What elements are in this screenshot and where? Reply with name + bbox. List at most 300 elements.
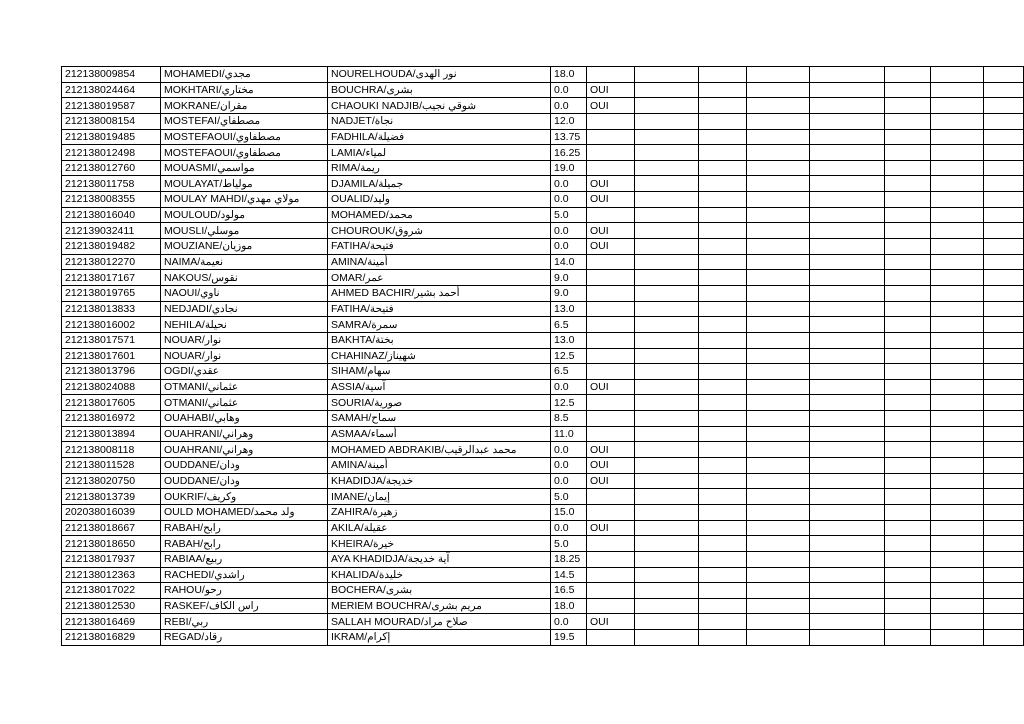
table-row: [62, 176, 1024, 192]
empty-cell: [699, 113, 747, 129]
empty-cell: [810, 82, 885, 98]
empty-cell: [635, 98, 699, 114]
empty-cell: [747, 207, 810, 223]
student-id-cell: 212138016972: [62, 411, 161, 427]
student-id-cell: 212138011528: [62, 458, 161, 474]
empty-cell: [931, 129, 984, 145]
first-name-cell: SOURIA/صورية: [328, 395, 551, 411]
empty-cell: [885, 207, 931, 223]
empty-cell: [747, 364, 810, 380]
empty-cell: [635, 113, 699, 129]
table-row: [62, 442, 1024, 458]
empty-cell: [885, 504, 931, 520]
empty-cell: [699, 395, 747, 411]
flag-cell: [587, 254, 635, 270]
grade-cell: 5.0: [551, 207, 587, 223]
student-id-cell: 212138012270: [62, 254, 161, 270]
flag-cell: OUI: [587, 614, 635, 630]
flag-cell: OUI: [587, 239, 635, 255]
flag-cell: OUI: [587, 520, 635, 536]
grades-table: [61, 66, 1024, 646]
empty-cell: [810, 317, 885, 333]
empty-cell: [747, 160, 810, 176]
empty-cell: [810, 332, 885, 348]
empty-cell: [931, 489, 984, 505]
empty-cell: [699, 98, 747, 114]
table-row: [62, 223, 1024, 239]
empty-cell: [747, 458, 810, 474]
empty-cell: [699, 67, 747, 83]
empty-cell: [699, 426, 747, 442]
empty-cell: [885, 239, 931, 255]
empty-cell: [984, 364, 1024, 380]
empty-cell: [810, 598, 885, 614]
last-name-cell: MOKHTARI/مختاري: [161, 82, 328, 98]
empty-cell: [747, 442, 810, 458]
table-row: [62, 567, 1024, 583]
flag-cell: OUI: [587, 442, 635, 458]
flag-cell: [587, 395, 635, 411]
first-name-cell: IMANE/إيمان: [328, 489, 551, 505]
empty-cell: [747, 379, 810, 395]
table-row: [62, 520, 1024, 536]
empty-cell: [885, 489, 931, 505]
empty-cell: [984, 504, 1024, 520]
grade-cell: 14.0: [551, 254, 587, 270]
empty-cell: [747, 223, 810, 239]
table-row: [62, 160, 1024, 176]
empty-cell: [810, 192, 885, 208]
grade-cell: 16.5: [551, 583, 587, 599]
empty-cell: [931, 145, 984, 161]
empty-cell: [885, 598, 931, 614]
empty-cell: [747, 176, 810, 192]
flag-cell: OUI: [587, 458, 635, 474]
empty-cell: [747, 583, 810, 599]
empty-cell: [747, 348, 810, 364]
empty-cell: [699, 536, 747, 552]
first-name-cell: MOHAMED/محمد: [328, 207, 551, 223]
empty-cell: [810, 614, 885, 630]
last-name-cell: REGAD/رقاد: [161, 630, 328, 646]
empty-cell: [984, 614, 1024, 630]
grade-cell: 11.0: [551, 426, 587, 442]
empty-cell: [747, 489, 810, 505]
empty-cell: [984, 598, 1024, 614]
grade-cell: 14.5: [551, 567, 587, 583]
empty-cell: [635, 614, 699, 630]
empty-cell: [747, 129, 810, 145]
empty-cell: [984, 458, 1024, 474]
empty-cell: [699, 458, 747, 474]
first-name-cell: AYA KHADIDJA/آية خديجة: [328, 551, 551, 567]
empty-cell: [699, 411, 747, 427]
empty-cell: [699, 583, 747, 599]
empty-cell: [635, 583, 699, 599]
empty-cell: [810, 536, 885, 552]
first-name-cell: ASSIA/آسية: [328, 379, 551, 395]
empty-cell: [931, 98, 984, 114]
student-id-cell: 212138020750: [62, 473, 161, 489]
empty-cell: [984, 473, 1024, 489]
empty-cell: [810, 458, 885, 474]
last-name-cell: RAHOU/رحو: [161, 583, 328, 599]
empty-cell: [885, 301, 931, 317]
table-row: [62, 98, 1024, 114]
grade-cell: 0.0: [551, 239, 587, 255]
empty-cell: [885, 270, 931, 286]
empty-cell: [931, 411, 984, 427]
student-id-cell: 212138013739: [62, 489, 161, 505]
empty-cell: [931, 630, 984, 646]
table-row: [62, 207, 1024, 223]
last-name-cell: NAIMA/نعيمة: [161, 254, 328, 270]
table-row: [62, 458, 1024, 474]
empty-cell: [984, 317, 1024, 333]
table-row: [62, 411, 1024, 427]
empty-cell: [984, 379, 1024, 395]
empty-cell: [635, 160, 699, 176]
student-id-cell: 212138019765: [62, 285, 161, 301]
empty-cell: [747, 98, 810, 114]
empty-cell: [810, 176, 885, 192]
first-name-cell: SAMAH/سماح: [328, 411, 551, 427]
empty-cell: [810, 270, 885, 286]
first-name-cell: OMAR/عمر: [328, 270, 551, 286]
flag-cell: [587, 489, 635, 505]
table-row: [62, 192, 1024, 208]
empty-cell: [885, 98, 931, 114]
flag-cell: [587, 411, 635, 427]
empty-cell: [699, 176, 747, 192]
empty-cell: [984, 551, 1024, 567]
empty-cell: [699, 442, 747, 458]
empty-cell: [931, 223, 984, 239]
first-name-cell: MERIEM BOUCHRA/مريم بشرى: [328, 598, 551, 614]
empty-cell: [931, 583, 984, 599]
last-name-cell: RASKEF/راس الكاف: [161, 598, 328, 614]
empty-cell: [635, 129, 699, 145]
last-name-cell: MOULAYAT/مولياط: [161, 176, 328, 192]
empty-cell: [885, 129, 931, 145]
empty-cell: [984, 442, 1024, 458]
table-row: [62, 379, 1024, 395]
flag-cell: OUI: [587, 176, 635, 192]
student-id-cell: 212138017571: [62, 332, 161, 348]
flag-cell: [587, 270, 635, 286]
empty-cell: [635, 317, 699, 333]
first-name-cell: LAMIA/لمياء: [328, 145, 551, 161]
empty-cell: [635, 207, 699, 223]
student-id-cell: 212138017167: [62, 270, 161, 286]
empty-cell: [699, 129, 747, 145]
grade-cell: 12.5: [551, 395, 587, 411]
empty-cell: [984, 630, 1024, 646]
empty-cell: [931, 82, 984, 98]
empty-cell: [885, 379, 931, 395]
empty-cell: [885, 630, 931, 646]
empty-cell: [885, 82, 931, 98]
empty-cell: [984, 567, 1024, 583]
student-id-cell: 212138017605: [62, 395, 161, 411]
empty-cell: [747, 520, 810, 536]
student-id-cell: 212138017937: [62, 551, 161, 567]
empty-cell: [885, 458, 931, 474]
flag-cell: OUI: [587, 473, 635, 489]
last-name-cell: NAKOUS/نقوس: [161, 270, 328, 286]
empty-cell: [984, 160, 1024, 176]
empty-cell: [885, 160, 931, 176]
first-name-cell: FATIHA/فتيحة: [328, 301, 551, 317]
table-row: [62, 614, 1024, 630]
empty-cell: [810, 379, 885, 395]
grade-cell: 16.25: [551, 145, 587, 161]
empty-cell: [984, 192, 1024, 208]
empty-cell: [747, 145, 810, 161]
last-name-cell: MOHAMEDI/مجدي: [161, 67, 328, 83]
flag-cell: [587, 160, 635, 176]
flag-cell: [587, 583, 635, 599]
empty-cell: [635, 176, 699, 192]
empty-cell: [699, 301, 747, 317]
empty-cell: [885, 285, 931, 301]
grade-cell: 12.0: [551, 113, 587, 129]
empty-cell: [885, 473, 931, 489]
empty-cell: [931, 458, 984, 474]
empty-cell: [635, 270, 699, 286]
empty-cell: [810, 145, 885, 161]
empty-cell: [984, 145, 1024, 161]
last-name-cell: MOSTEFAI/مصطفاي: [161, 113, 328, 129]
grade-cell: 15.0: [551, 504, 587, 520]
table-row: [62, 239, 1024, 255]
table-row: [62, 583, 1024, 599]
empty-cell: [885, 317, 931, 333]
table-row: [62, 504, 1024, 520]
grade-cell: 0.0: [551, 223, 587, 239]
empty-cell: [747, 270, 810, 286]
last-name-cell: RACHEDI/راشدي: [161, 567, 328, 583]
first-name-cell: SIHAM/سهام: [328, 364, 551, 380]
flag-cell: [587, 67, 635, 83]
student-id-cell: 212138012760: [62, 160, 161, 176]
empty-cell: [931, 395, 984, 411]
student-id-cell: 212138016469: [62, 614, 161, 630]
student-id-cell: 212138019485: [62, 129, 161, 145]
last-name-cell: NAOUI/ناوي: [161, 285, 328, 301]
first-name-cell: AHMED BACHIR/أحمد بشير: [328, 285, 551, 301]
empty-cell: [885, 395, 931, 411]
grade-cell: 19.0: [551, 160, 587, 176]
empty-cell: [885, 364, 931, 380]
student-id-cell: 212138013796: [62, 364, 161, 380]
empty-cell: [984, 285, 1024, 301]
student-id-cell: 212138024088: [62, 379, 161, 395]
empty-cell: [931, 614, 984, 630]
flag-cell: OUI: [587, 223, 635, 239]
flag-cell: [587, 301, 635, 317]
student-id-cell: 212138008118: [62, 442, 161, 458]
empty-cell: [984, 82, 1024, 98]
student-id-cell: 212138017022: [62, 583, 161, 599]
empty-cell: [747, 426, 810, 442]
grade-cell: 5.0: [551, 489, 587, 505]
empty-cell: [747, 630, 810, 646]
empty-cell: [747, 82, 810, 98]
empty-cell: [747, 411, 810, 427]
empty-cell: [931, 426, 984, 442]
student-id-cell: 212138012363: [62, 567, 161, 583]
last-name-cell: OULD MOHAMED/ولد محمد: [161, 504, 328, 520]
empty-cell: [635, 82, 699, 98]
empty-cell: [699, 82, 747, 98]
table-row: [62, 332, 1024, 348]
empty-cell: [635, 301, 699, 317]
empty-cell: [747, 301, 810, 317]
empty-cell: [747, 317, 810, 333]
empty-cell: [699, 223, 747, 239]
empty-cell: [747, 67, 810, 83]
empty-cell: [635, 364, 699, 380]
last-name-cell: MOULOUD/مولود: [161, 207, 328, 223]
last-name-cell: MOUZIANE/موزيان: [161, 239, 328, 255]
empty-cell: [931, 285, 984, 301]
grade-cell: 0.0: [551, 520, 587, 536]
student-id-cell: 212138018650: [62, 536, 161, 552]
first-name-cell: KHADIDJA/خديجة: [328, 473, 551, 489]
empty-cell: [885, 583, 931, 599]
empty-cell: [810, 207, 885, 223]
empty-cell: [931, 551, 984, 567]
empty-cell: [810, 348, 885, 364]
empty-cell: [810, 239, 885, 255]
empty-cell: [635, 192, 699, 208]
empty-cell: [635, 504, 699, 520]
flag-cell: [587, 504, 635, 520]
student-id-cell: 212138017601: [62, 348, 161, 364]
empty-cell: [810, 504, 885, 520]
last-name-cell: OUAHABI/وهابي: [161, 411, 328, 427]
empty-cell: [931, 160, 984, 176]
empty-cell: [699, 614, 747, 630]
empty-cell: [984, 332, 1024, 348]
empty-cell: [635, 520, 699, 536]
last-name-cell: RABAH/رابح: [161, 520, 328, 536]
flag-cell: [587, 551, 635, 567]
empty-cell: [810, 520, 885, 536]
grade-cell: 6.5: [551, 364, 587, 380]
first-name-cell: NADJET/نجاة: [328, 113, 551, 129]
empty-cell: [699, 332, 747, 348]
empty-cell: [984, 254, 1024, 270]
last-name-cell: OTMANI/عثماني: [161, 395, 328, 411]
empty-cell: [810, 67, 885, 83]
last-name-cell: MOSTEFAOUI/مصطفاوي: [161, 129, 328, 145]
last-name-cell: NOUAR/نوار: [161, 332, 328, 348]
table-row: [62, 348, 1024, 364]
grade-cell: 6.5: [551, 317, 587, 333]
empty-cell: [885, 551, 931, 567]
empty-cell: [984, 411, 1024, 427]
empty-cell: [699, 630, 747, 646]
empty-cell: [747, 614, 810, 630]
grade-cell: 13.0: [551, 301, 587, 317]
student-id-cell: 212138013833: [62, 301, 161, 317]
empty-cell: [931, 113, 984, 129]
empty-cell: [635, 442, 699, 458]
empty-cell: [885, 348, 931, 364]
empty-cell: [885, 332, 931, 348]
empty-cell: [635, 630, 699, 646]
last-name-cell: OUDDANE/ودان: [161, 458, 328, 474]
table-row: [62, 317, 1024, 333]
empty-cell: [810, 301, 885, 317]
empty-cell: [635, 239, 699, 255]
grade-cell: 18.0: [551, 598, 587, 614]
empty-cell: [635, 536, 699, 552]
empty-cell: [747, 113, 810, 129]
flag-cell: [587, 426, 635, 442]
empty-cell: [931, 270, 984, 286]
empty-cell: [810, 567, 885, 583]
table-row: [62, 67, 1024, 83]
empty-cell: [810, 630, 885, 646]
student-id-cell: 212138016002: [62, 317, 161, 333]
last-name-cell: MOSTEFAOUI/مصطفاوي: [161, 145, 328, 161]
empty-cell: [747, 192, 810, 208]
empty-cell: [699, 598, 747, 614]
empty-cell: [885, 614, 931, 630]
grade-cell: 8.5: [551, 411, 587, 427]
empty-cell: [931, 254, 984, 270]
empty-cell: [810, 411, 885, 427]
empty-cell: [699, 317, 747, 333]
grade-cell: 18.0: [551, 67, 587, 83]
empty-cell: [810, 551, 885, 567]
empty-cell: [984, 270, 1024, 286]
empty-cell: [747, 598, 810, 614]
empty-cell: [635, 379, 699, 395]
first-name-cell: AKILA/عقيلة: [328, 520, 551, 536]
table-row: [62, 301, 1024, 317]
first-name-cell: BOUCHRA/بشرى: [328, 82, 551, 98]
grade-cell: 13.0: [551, 332, 587, 348]
empty-cell: [699, 145, 747, 161]
empty-cell: [635, 223, 699, 239]
table-row: [62, 82, 1024, 98]
empty-cell: [699, 348, 747, 364]
empty-cell: [699, 285, 747, 301]
first-name-cell: FADHILA/فضيلة: [328, 129, 551, 145]
empty-cell: [931, 504, 984, 520]
grade-cell: 0.0: [551, 98, 587, 114]
empty-cell: [747, 395, 810, 411]
last-name-cell: MOUSLI/موسلي: [161, 223, 328, 239]
table-row: [62, 598, 1024, 614]
empty-cell: [885, 426, 931, 442]
empty-cell: [931, 192, 984, 208]
first-name-cell: AMINA/أمينة: [328, 458, 551, 474]
student-id-cell: 202038016039: [62, 504, 161, 520]
empty-cell: [984, 348, 1024, 364]
grade-cell: 0.0: [551, 458, 587, 474]
student-id-cell: 212138013894: [62, 426, 161, 442]
flag-cell: [587, 332, 635, 348]
last-name-cell: OUAHRANI/وهراني: [161, 426, 328, 442]
first-name-cell: NOURELHOUDA/نور الهدى: [328, 67, 551, 83]
grade-cell: 5.0: [551, 536, 587, 552]
flag-cell: [587, 129, 635, 145]
